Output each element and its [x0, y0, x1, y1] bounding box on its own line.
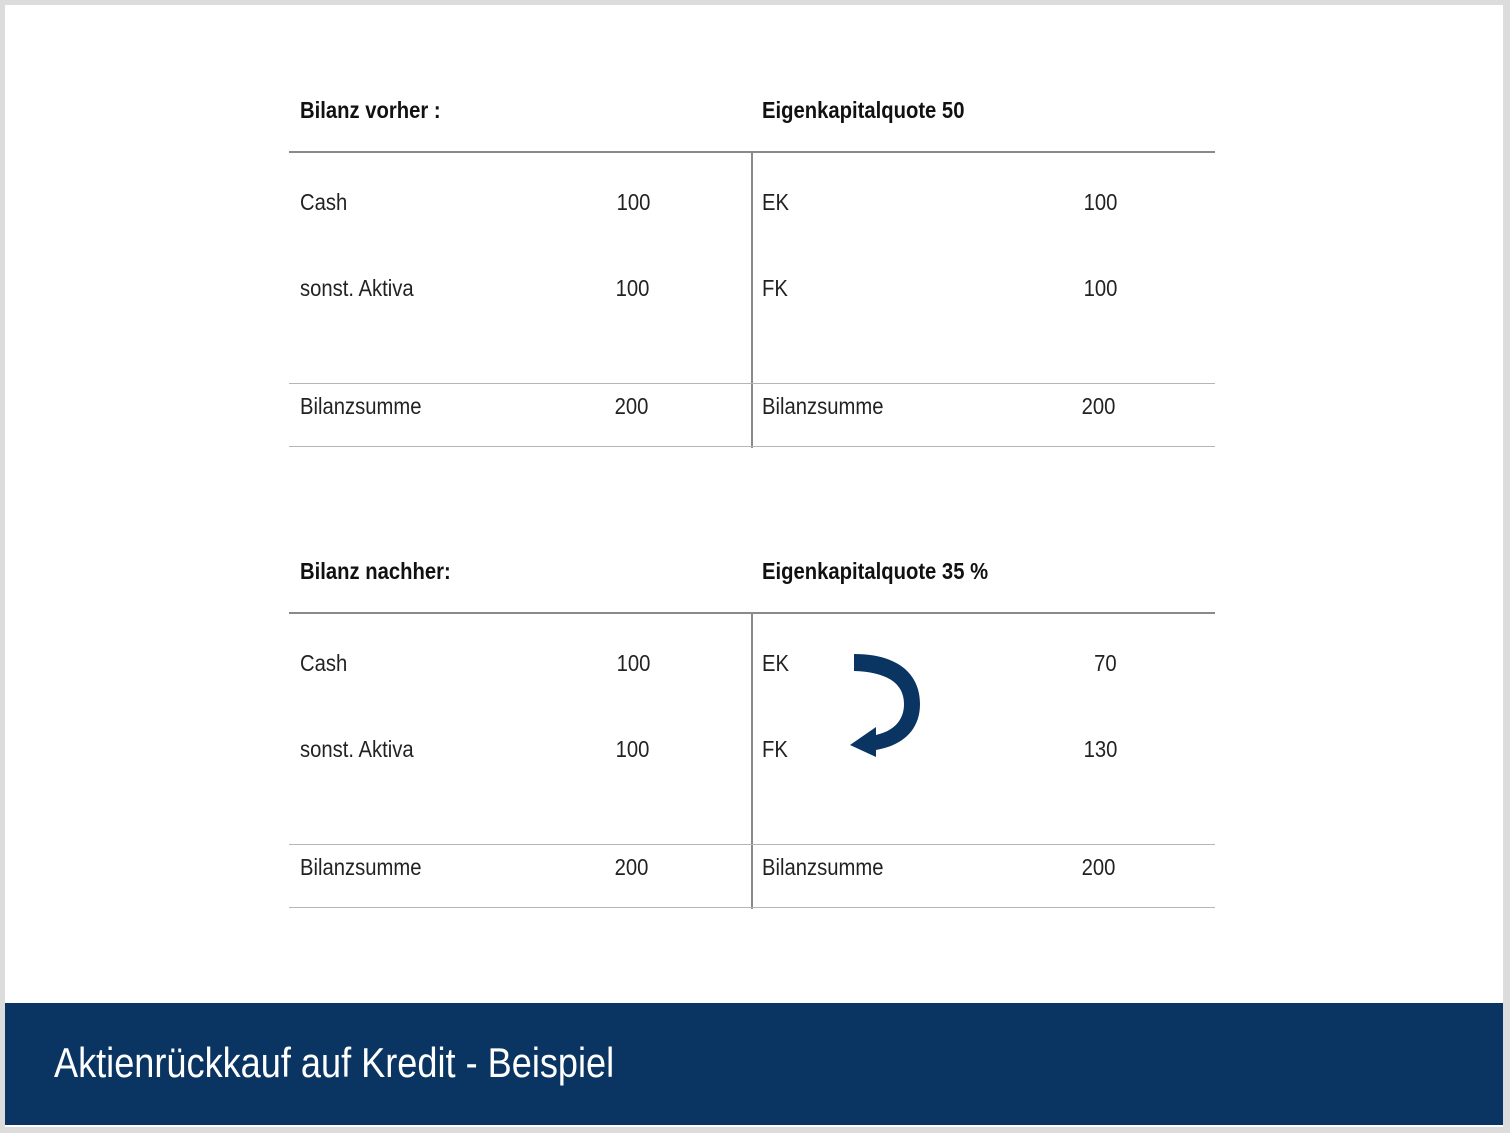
asset-label-other: sonst. Aktiva [300, 736, 414, 762]
asset-label-other: sonst. Aktiva [300, 275, 414, 301]
liability-label-ek: EK [762, 189, 790, 215]
liability-value-fk: 100 [1083, 275, 1117, 301]
table-total-rule [289, 383, 1215, 384]
asset-value-cash: 100 [616, 189, 650, 215]
balance-after-title: Bilanz nachher: [300, 558, 451, 584]
liability-label-fk: FK [762, 736, 788, 762]
asset-label-cash: Cash [300, 189, 348, 215]
table-center-divider [751, 613, 753, 909]
total-value-right: 200 [1081, 393, 1115, 419]
asset-value-cash: 100 [616, 650, 650, 676]
asset-label-cash: Cash [300, 650, 348, 676]
liability-value-ek: 70 [1094, 650, 1117, 676]
asset-value-other: 100 [615, 275, 649, 301]
total-label-left: Bilanzsumme [300, 854, 422, 880]
total-value-right: 200 [1081, 854, 1115, 880]
equity-ratio-before: Eigenkapitalquote 50 [762, 97, 965, 123]
balance-sheet-before [289, 5, 1215, 448]
table-total-rule [289, 844, 1215, 845]
slide [5, 5, 1503, 1127]
footer-bar [5, 1003, 1503, 1125]
liability-value-ek: 100 [1083, 189, 1117, 215]
equity-ratio-after: Eigenkapitalquote 35 % [762, 558, 989, 584]
total-value-left: 200 [614, 393, 648, 419]
total-value-left: 200 [614, 854, 648, 880]
slide-title: Aktienrückkauf auf Kredit - Beispiel [54, 1039, 615, 1086]
table-bottom-rule [289, 907, 1215, 908]
table-bottom-rule [289, 446, 1215, 447]
balance-sheet-after [289, 466, 1215, 909]
balance-before-title: Bilanz vorher : [300, 97, 441, 123]
table-center-divider [751, 152, 753, 448]
liability-label-fk: FK [762, 275, 788, 301]
total-label-right: Bilanzsumme [762, 854, 884, 880]
asset-value-other: 100 [615, 736, 649, 762]
liability-value-fk: 130 [1083, 736, 1117, 762]
liability-label-ek: EK [762, 650, 790, 676]
curved-arrow-icon [850, 646, 930, 776]
total-label-left: Bilanzsumme [300, 393, 422, 419]
total-label-right: Bilanzsumme [762, 393, 884, 419]
